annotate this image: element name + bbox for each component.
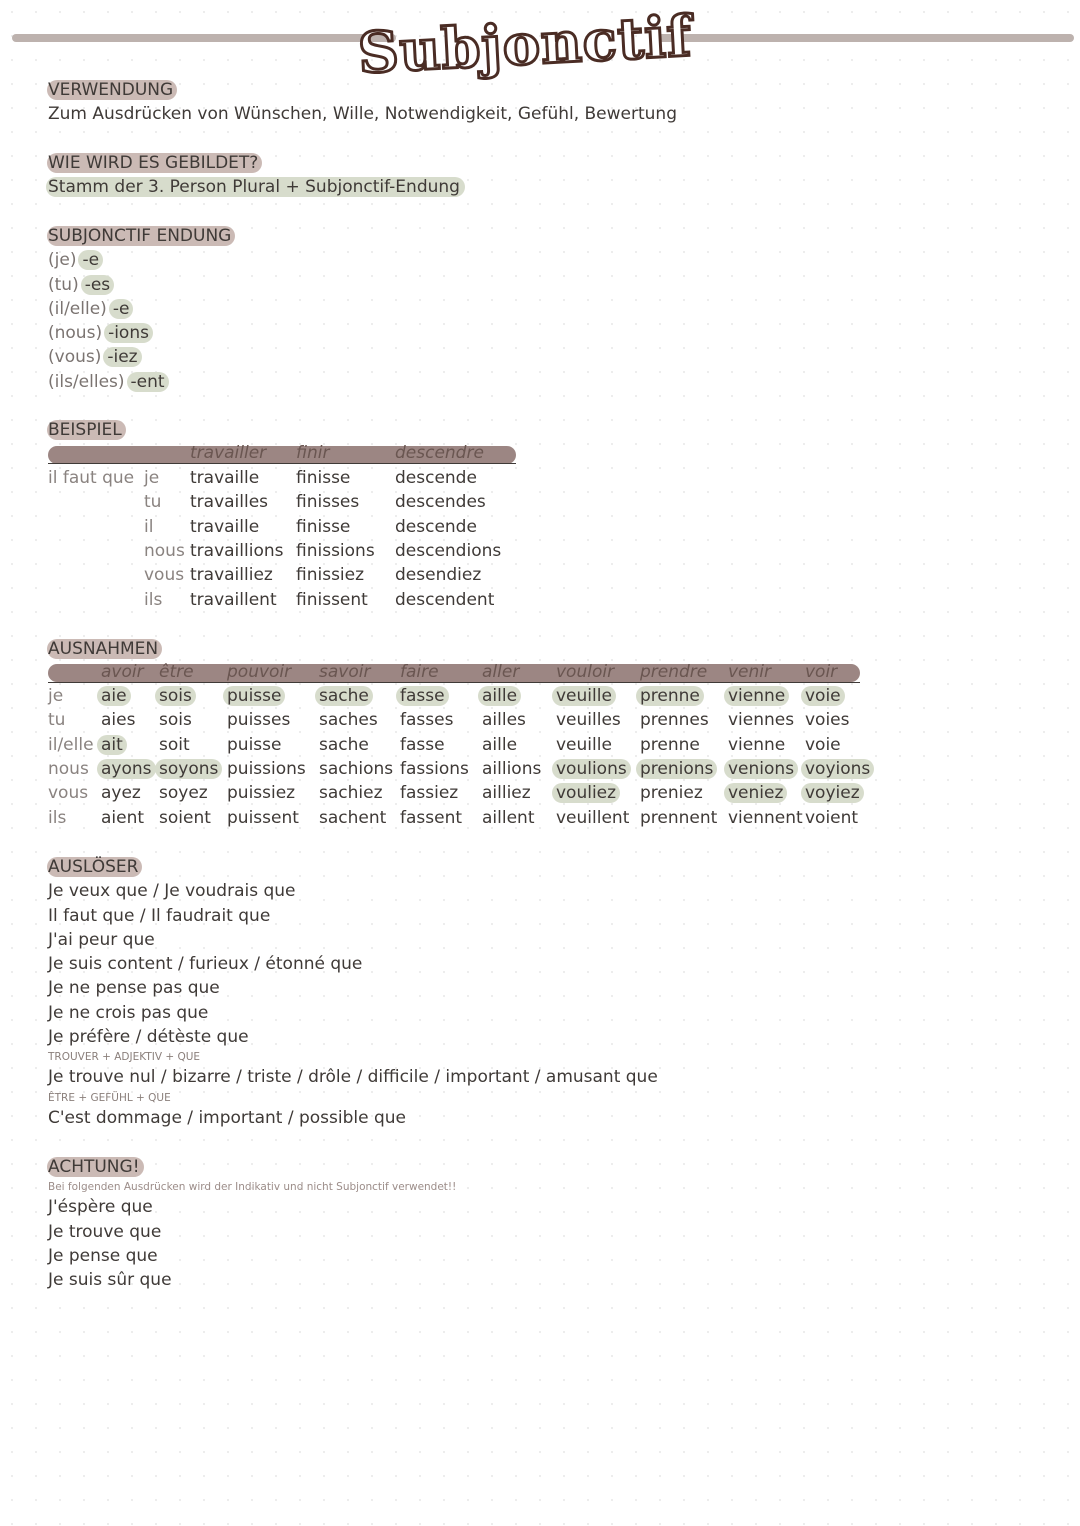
ausnahmen-pronoun: ils [48,807,67,828]
ausnahmen-form-text: fasse [396,686,449,706]
ausnahmen-form-text: sachent [319,807,387,828]
gebildet-text: Stamm der 3. Person Plural + Subjonctif-Endung [46,177,465,197]
ausnahmen-form-text: viennent [728,807,803,828]
ausnahmen-form [319,783,383,803]
ausnahmen-form-text: voie [801,686,845,706]
section-gebildet [48,151,465,200]
ausnahmen-form-text: soit [159,734,190,755]
beispiel-pronoun: il [144,516,154,537]
ausnahmen-form-text: voulions [552,759,631,779]
ausnahmen-form-text: saches [319,710,378,731]
ausnahmen-form [556,735,612,755]
ausnahmen-form [227,686,285,706]
ausnahmen-form [482,710,526,730]
section-verwendung [48,78,677,127]
beispiel-pronoun: vous [144,565,185,586]
ausnahmen-form [319,759,393,779]
ausnahmen-form [101,735,127,755]
ausnahmen-form-text: viennes [728,710,795,731]
beispiel-verb-header: travailler [190,443,267,463]
title-rule-right [652,34,1074,42]
ausnahmen-form-text: venions [724,759,798,779]
trigger-note: TROUVER + ADJEKTIV + QUE [48,1051,201,1064]
ausnahmen-form-text: veuille [552,686,616,706]
endung-row: (ils/elles) -ent [48,370,235,394]
ausnahmen-form-text: veuille [556,734,612,755]
ausnahmen-form-text: soyons [155,759,222,779]
beispiel-pronoun: ils [144,589,163,610]
ausnahmen-form [556,759,631,779]
ausnahmen-form [101,686,131,706]
ausnahmen-form [728,783,787,803]
trigger-line: Je trouve nul / bizarre / triste / drôle / difficile / important / amusant que [48,1067,658,1088]
ausnahmen-form [159,808,211,828]
ausnahmen-form [319,710,378,730]
ausnahmen-form-text: veuillent [556,807,630,828]
ausnahmen-pronoun: il/elle [48,734,94,755]
trigger-line: C'est dommage / important / possible que [48,1107,406,1128]
ausnahmen-form [159,686,196,706]
endung-row: (nous) -ions [48,321,235,345]
ausnahmen-form-text: soyez [159,783,208,804]
section-beispiel [48,418,126,442]
section-ausnahmen [48,637,162,661]
ausnahmen-form-text: vienne [728,734,786,755]
achtung-note: Bei folgenden Ausdrücken wird der Indikativ und nicht Subjonctif verwendet!! [48,1181,457,1194]
heading-endung: SUBJONCTIF ENDUNG [47,226,235,246]
beispiel-verb-header: finir [296,443,330,463]
ausnahmen-form-text: vouliez [552,783,620,803]
ausnahmen-verb-header: avoir [101,662,144,682]
ending-badge: -es [81,275,114,295]
ausnahmen-form [101,759,156,779]
ausnahmen-form [640,759,717,779]
ausnahmen-form [805,759,874,779]
heading-gebildet: WIE WIRD ES GEBILDET? [47,153,262,173]
ausnahmen-form-text: sache [319,734,369,755]
ausnahmen-form [227,710,290,730]
ausnahmen-verb-header: venir [728,662,772,682]
beispiel-form: descendions [395,540,502,561]
trigger-line: Il faut que / Il faudrait que [48,905,271,926]
ausnahmen-form [556,783,620,803]
heading-ausloeser: AUSLÖSER [47,857,142,877]
ausnahmen-form-text: voyions [801,759,874,779]
ausnahmen-form-text: veuilles [556,710,621,731]
ausnahmen-form [728,735,785,755]
beispiel-form: travaillent [190,589,277,610]
ausnahmen-form-text: aies [101,710,136,731]
ausnahmen-form [482,783,531,803]
ausnahmen-form [227,808,299,828]
ausnahmen-form-text: preniez [640,783,703,804]
ausnahmen-header-rule [48,682,860,683]
ausnahmen-form [101,808,144,828]
beispiel-form: descende [395,468,477,488]
ending-badge: -e [109,299,134,319]
ausnahmen-form-text: aille [482,734,518,755]
beispiel-header-rule [48,463,516,464]
ausnahmen-form-text: soient [159,807,211,828]
ausnahmen-form [805,686,845,706]
beispiel-form: travailles [190,492,269,513]
trigger-line: Je ne crois pas que [48,1002,209,1023]
beispiel-form: finisses [296,492,360,513]
ausnahmen-form-text: fassions [400,758,469,779]
ausnahmen-form [556,808,629,828]
ausnahmen-form-text: voie [805,734,841,755]
ausnahmen-verb-header: faire [400,662,439,682]
ausnahmen-form-text: ailles [482,710,526,731]
page-title-text: Subjonctif [356,3,694,87]
ausnahmen-form [482,759,541,779]
ausnahmen-form [159,735,190,755]
ausnahmen-form-text: prennent [640,807,718,828]
ausnahmen-form [556,710,621,730]
ausnahmen-pronoun: je [48,686,64,706]
ausnahmen-form-text: aille [478,686,521,706]
ausnahmen-form [805,710,850,730]
trigger-note: ÊTRE + GEFÜHL + QUE [48,1091,171,1104]
ausnahmen-form [400,783,458,803]
ausnahmen-verb-header: prendre [640,662,708,682]
beispiel-verb-header: descendre [395,443,484,463]
trigger-line: Je ne pense pas que [48,978,220,999]
ausnahmen-form [400,759,469,779]
beispiel-pronoun: je [144,468,160,488]
ausnahmen-pronoun: tu [48,710,66,731]
ausnahmen-form-text: puisses [227,710,291,731]
ausnahmen-form-text: fasse [400,734,445,755]
ausnahmen-form [640,808,717,828]
ausnahmen-form-text: sachiez [319,783,383,804]
beispiel-pronoun: nous [144,540,185,561]
ausnahmen-form-text: puisse [227,734,282,755]
indicative-line: Je pense que [48,1245,158,1266]
trigger-line: J'ai peur que [48,929,155,950]
ausnahmen-form [728,808,803,828]
trigger-line: Je suis content / furieux / étonné que [48,954,363,975]
ausnahmen-form-text: puisse [223,686,285,706]
ausnahmen-form-text: puissiez [227,783,296,804]
ausnahmen-form-text: sois [155,686,196,706]
ausnahmen-form [159,759,222,779]
beispiel-form: travaille [190,468,260,488]
section-endung [48,224,235,394]
ausnahmen-form-text: ailliez [482,783,531,804]
endung-row: (tu) -es [48,273,235,297]
ausnahmen-form-text: puissions [227,758,306,779]
beispiel-form: travailliez [190,565,273,586]
ending-badge: -ions [104,323,153,343]
ausnahmen-form-text: prenne [636,686,704,706]
beispiel-form: descende [395,516,477,537]
ausnahmen-form [400,735,445,755]
ausnahmen-form [728,686,789,706]
beispiel-intro: il faut que [48,468,135,488]
beispiel-form: travaillions [190,540,284,561]
ausnahmen-form [319,808,386,828]
ausnahmen-form-text: aillent [482,807,535,828]
ausnahmen-form-text: fasses [400,710,454,731]
indicative-line: J'éspère que [48,1197,153,1218]
ausnahmen-form-text: voyiez [801,783,864,803]
ausnahmen-form [159,783,208,803]
ausnahmen-form-text: fassent [400,807,463,828]
title-rule-left [12,34,396,42]
ausnahmen-form-text: sois [159,710,192,731]
ausnahmen-form-text: voies [805,710,850,731]
beispiel-form: finissent [296,589,368,610]
ausnahmen-form [482,735,517,755]
ausnahmen-form-text: voient [805,807,859,828]
trigger-line: Je préfère / détèste que [48,1027,249,1048]
section-ausloeser [48,855,658,1130]
beispiel-form: descendent [395,589,495,610]
ausnahmen-form-text: prenne [640,734,700,755]
heading-ausnahmen: AUSNAHMEN [47,639,162,659]
ausnahmen-pronoun: vous [48,783,89,804]
ausnahmen-verb-header: savoir [319,662,371,682]
ausnahmen-pronoun: nous [48,758,89,779]
ausnahmen-form [101,710,135,730]
ausnahmen-form-text: sachions [319,758,394,779]
beispiel-form: finissions [296,540,375,561]
ausnahmen-form-text: ayons [97,759,156,779]
section-achtung [48,1155,456,1292]
ausnahmen-form-text: veniez [724,783,787,803]
ausnahmen-form [640,686,704,706]
ausnahmen-verb-header: pouvoir [227,662,292,682]
ausnahmen-form-text: ayez [101,783,141,804]
page-title [356,0,694,90]
ausnahmen-form-text: sache [315,686,373,706]
ausnahmen-form [482,686,521,706]
trigger-line: Je veux que / Je voudrais que [48,881,296,902]
ausnahmen-form-text: aient [101,807,145,828]
beispiel-pronoun: tu [144,492,162,513]
ausnahmen-form-text: puissent [227,807,299,828]
ending-badge: -ent [127,372,169,392]
beispiel-form: descendes [395,492,486,513]
ausnahmen-form [728,759,798,779]
beispiel-form: finissiez [296,565,365,586]
beispiel-form: finisse [296,516,351,537]
ausnahmen-form-text: ait [97,735,127,755]
ausnahmen-verb-header: aller [482,662,520,682]
ausnahmen-verb-header: être [159,662,194,682]
ausnahmen-form-text: aie [97,686,131,706]
ausnahmen-form [728,710,794,730]
ausnahmen-form [227,759,306,779]
verwendung-text: Zum Ausdrücken von Wünschen, Wille, Notwendigkeit, Gefühl, Bewertung [48,104,677,125]
ausnahmen-form [805,783,864,803]
endung-row: (je) -e [48,248,235,272]
ausnahmen-form [556,686,616,706]
beispiel-form: desendiez [395,565,482,586]
indicative-line: Je trouve que [48,1221,162,1242]
heading-achtung: ACHTUNG! [47,1157,144,1177]
beispiel-form: travaille [190,516,260,537]
ausnahmen-form [482,808,535,828]
ausnahmen-form-text: fassiez [400,783,459,804]
ending-badge: -iez [103,347,141,367]
heading-beispiel: BEISPIEL [47,420,126,440]
ausnahmen-form-text: prennes [640,710,709,731]
ausnahmen-form [400,808,462,828]
ausnahmen-form [400,710,453,730]
ausnahmen-form [227,783,295,803]
ausnahmen-form [101,783,141,803]
ausnahmen-form [640,735,700,755]
ausnahmen-form [319,686,373,706]
ausnahmen-form [400,686,449,706]
ausnahmen-verb-header: voir [805,662,838,682]
ausnahmen-form [805,735,841,755]
ausnahmen-form [640,710,709,730]
ausnahmen-form [159,710,192,730]
heading-verwendung: VERWENDUNG [47,80,177,100]
ausnahmen-form [805,808,858,828]
ausnahmen-form-text: vienne [724,686,789,706]
ausnahmen-form [640,783,703,803]
ausnahmen-form [227,735,281,755]
ausnahmen-form-text: aillions [482,758,542,779]
ausnahmen-form [319,735,369,755]
ausnahmen-verb-header: vouloir [556,662,615,682]
endung-row: (vous) -iez [48,345,235,369]
indicative-line: Je suis sûr que [48,1270,172,1291]
ending-badge: -e [78,250,103,270]
ausnahmen-form-text: prenions [636,759,717,779]
endung-row: (il/elle) -e [48,297,235,321]
beispiel-form: finisse [296,468,351,488]
